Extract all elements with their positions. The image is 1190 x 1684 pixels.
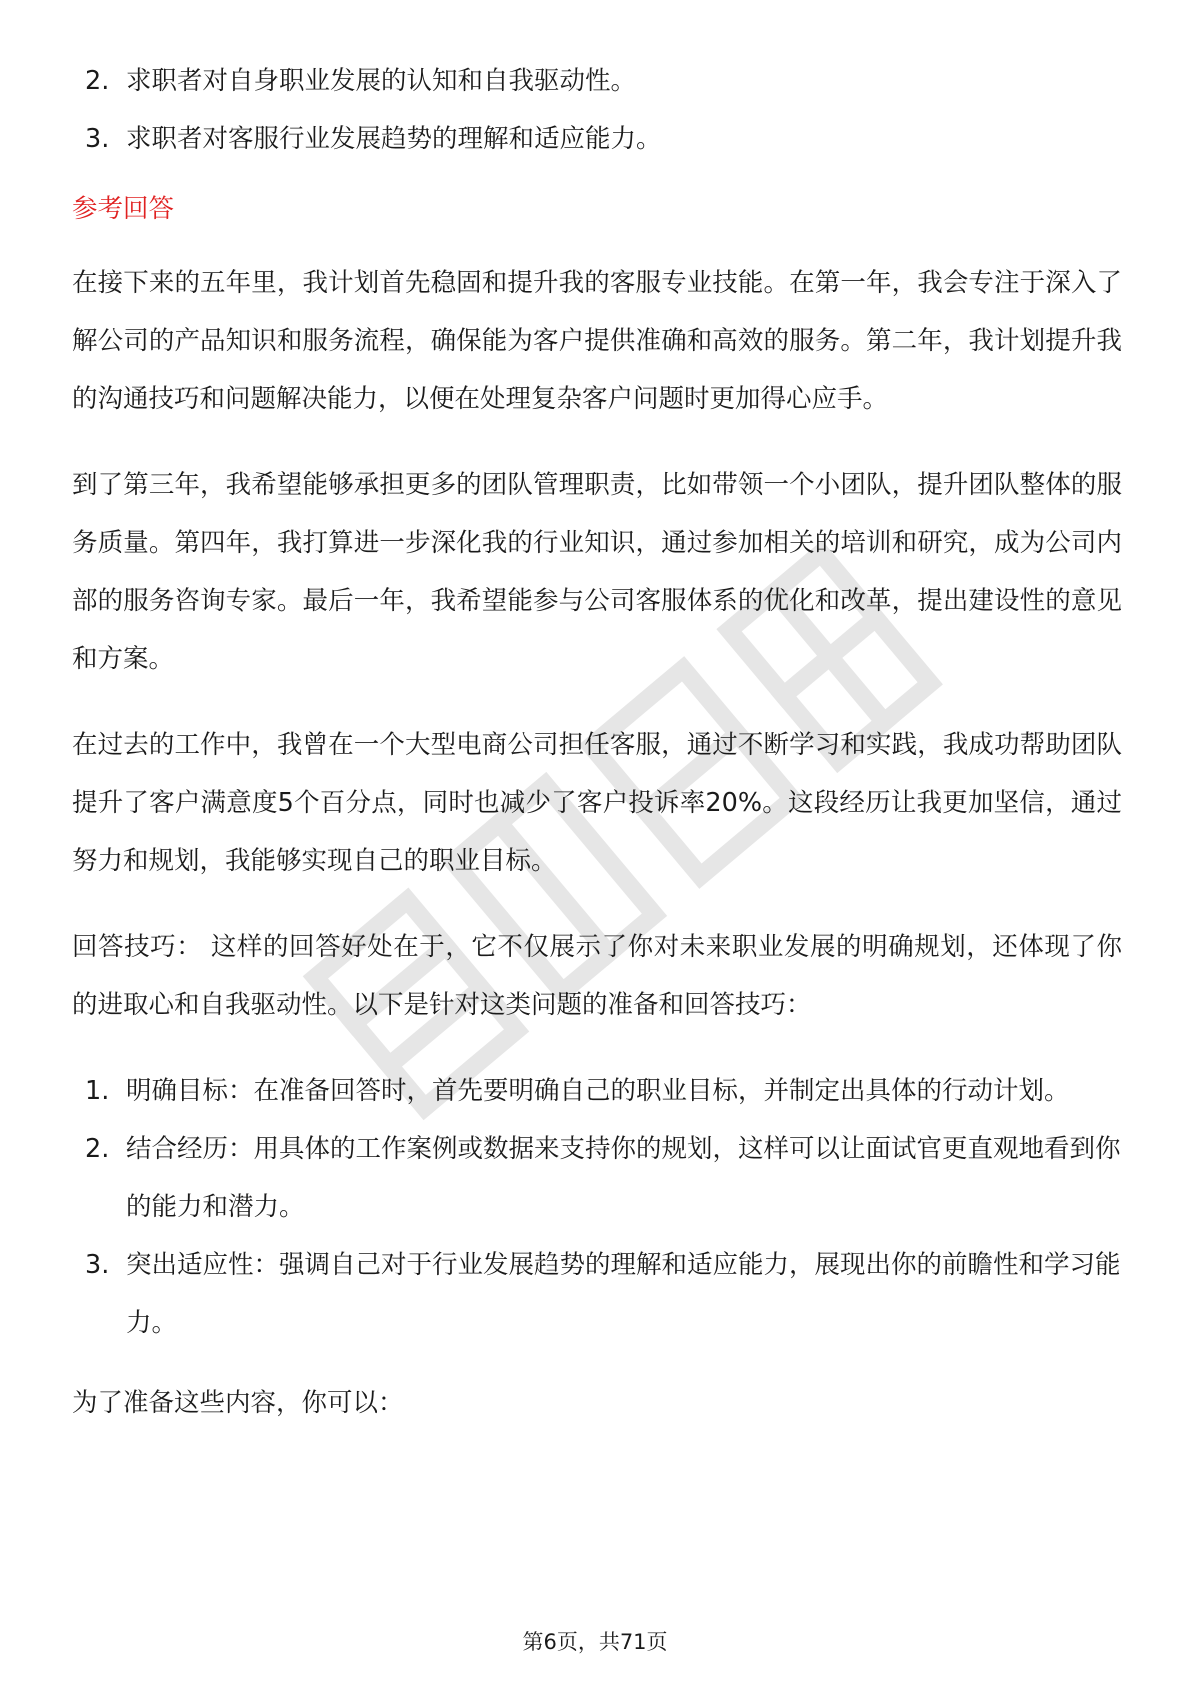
answer-paragraph: 在接下来的五年里，我计划首先稳固和提升我的客服专业技能。在第一年，我会专注于深入了解公司的产品知识和服务流程，确保能为客户提供准确和高效的服务。第二年，我计划提升我的沟通技巧和问题解决能力，以便在处理复杂客户问题时更加得心应手。 [72,268,1122,414]
list-number: 3. [85,1250,110,1280]
list-text: 明确目标：在准备回答时，首先要明确自己的职业目标，并制定出具体的行动计划。 [126,1076,1070,1106]
answer-heading: 参考回答 [72,194,175,224]
page-footer: 第6页，共71页 [522,1630,668,1654]
tips-list [72,1062,1122,1352]
list-text: 求职者对客服行业发展趋势的理解和适应能力。 [126,124,662,154]
list-number: 2. [85,1134,110,1164]
list-item [72,1062,1122,1120]
list-number: 3. [85,124,110,154]
list-item [72,1120,1122,1236]
tips-paragraph: 回答技巧： 这样的回答好处在于，它不仅展示了你对未来职业发展的明确规划，还体现了你的进取心和自我驱动性。以下是针对这类问题的准备和回答技巧： [72,932,1122,1020]
list-item [72,1236,1122,1352]
answer-paragraph: 到了第三年，我希望能够承担更多的团队管理职责，比如带领一个小团队，提升团队整体的服务质量。第四年，我打算进一步深化我的行业知识，通过参加相关的培训和研究，成为公司内部的服务咨询专家。最后一年，我希望能参与公司客服体系的优化和改革，提出建设性的意见和方案。 [72,470,1122,674]
list-item [72,52,1122,110]
answer-paragraph: 在过去的工作中，我曾在一个大型电商公司担任客服，通过不断学习和实践，我成功帮助团队提升了客户满意度5个百分点，同时也减少了客户投诉率20%。这段经历让我更加坚信，通过努力和规划，我能够实现自己的职业目标。 [72,730,1122,876]
list-number: 1. [85,1076,110,1106]
list-number: 2. [85,66,110,96]
list-item [72,110,1122,168]
list-text: 突出适应性：强调自己对于行业发展趋势的理解和适应能力，展现出你的前瞻性和学习能力。 [126,1250,1121,1338]
closing-line: 为了准备这些内容，你可以： [72,1388,404,1418]
page-content [72,52,1122,1460]
list-text: 结合经历：用具体的工作案例或数据来支持你的规划，这样可以让面试官更直观地看到你的能力和潜力。 [126,1134,1121,1222]
criteria-list [72,52,1122,168]
list-text: 求职者对自身职业发展的认知和自我驱动性。 [126,66,637,96]
